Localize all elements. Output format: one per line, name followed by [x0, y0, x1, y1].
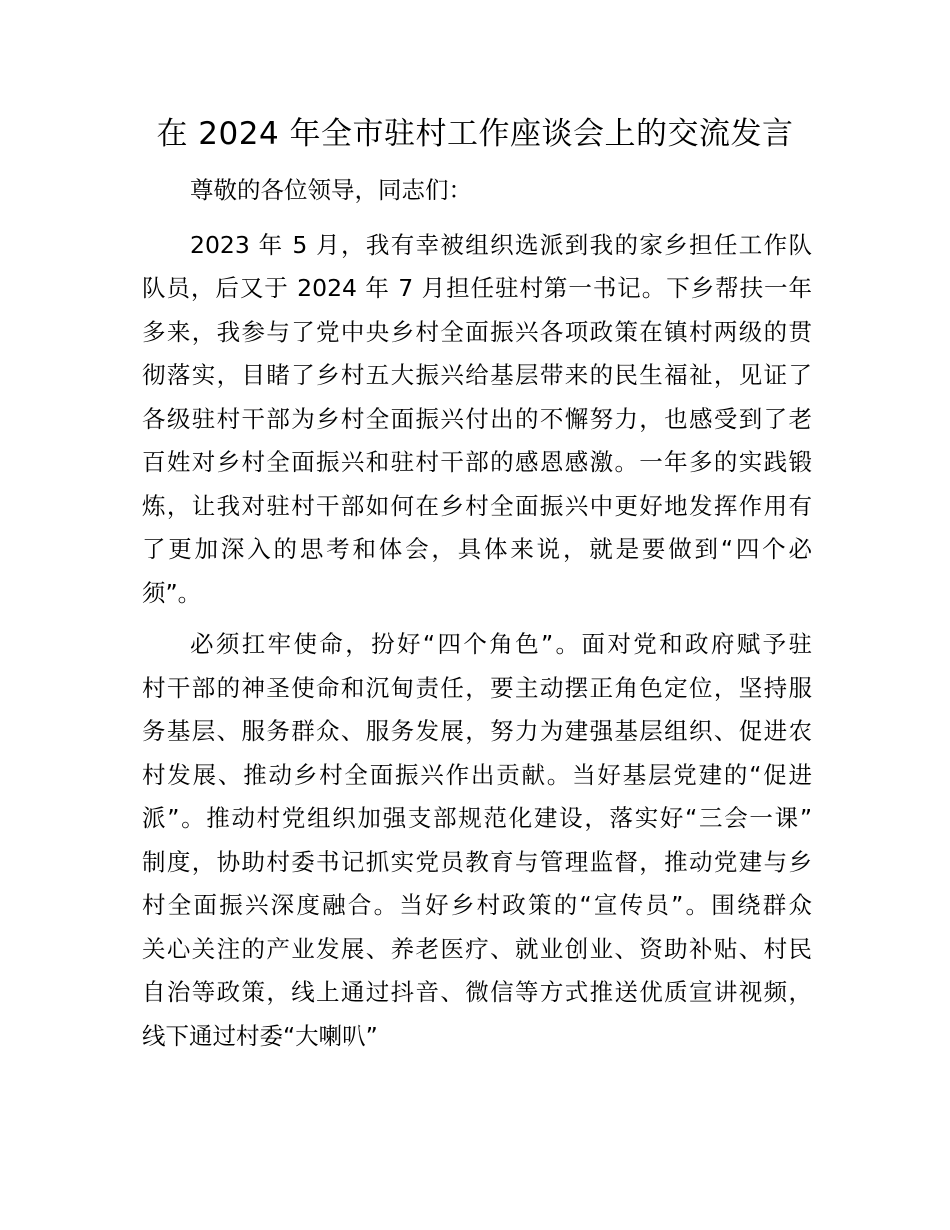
document-title: 在 2024 年全市驻村工作座谈会上的交流发言 — [156, 116, 794, 152]
paragraph-1-line-3: 多来，我参与了党中央乡村全面振兴各项政策在镇村两级的贯 — [142, 318, 812, 346]
paragraph-2-line-2: 村干部的神圣使命和沉甸责任，要主动摆正角色定位，坚持服 — [142, 674, 812, 702]
paragraph-1-line-4: 彻落实，目睹了乡村五大振兴给基层带来的民生福祉，见证了 — [142, 361, 812, 389]
paragraph-2-line-6: 制度，协助村委书记抓实党员教育与管理监督，推动党建与乡 — [142, 848, 812, 876]
paragraph-2-line-4: 村发展、推动乡村全面振兴作出贡献。当好基层党建的“促进 — [142, 761, 812, 789]
paragraph-1-line-2: 队员，后又于 2024 年 7 月担任驻村第一书记。下乡帮扶一年 — [142, 274, 812, 302]
paragraph-2-line-5: 派”。推动村党组织加强支部规范化建设，落实好“三会一课” — [142, 804, 812, 832]
paragraph-1-line-8: 了更加深入的思考和体会，具体来说，就是要做到“四个必 — [142, 535, 812, 563]
paragraph-1-line-7: 炼，让我对驻村干部如何在乡村全面振兴中更好地发挥作用有 — [142, 492, 812, 520]
paragraph-2-line-1: 必须扛牢使命，扮好“四个角色”。面对党和政府赋予驻 — [190, 630, 812, 658]
salutation: 尊敬的各位领导，同志们： — [190, 176, 472, 204]
paragraph-1-line-6: 百姓对乡村全面振兴和驻村干部的感恩感激。一年多的实践锻 — [142, 448, 812, 476]
paragraph-2-line-10: 线下通过村委“大喇叭” — [142, 1022, 378, 1050]
paragraph-1-line-9: 须”。 — [142, 579, 202, 607]
paragraph-2-line-7: 村全面振兴深度融合。当好乡村政策的“宣传员”。围绕群众 — [142, 891, 812, 919]
paragraph-2-line-3: 务基层、服务群众、服务发展，努力为建强基层组织、促进农 — [142, 717, 812, 745]
paragraph-1-line-5: 各级驻村干部为乡村全面振兴付出的不懈努力，也感受到了老 — [142, 405, 812, 433]
paragraph-2-line-8: 关心关注的产业发展、养老医疗、就业创业、资助补贴、村民 — [142, 935, 812, 963]
paragraph-1-line-1: 2023 年 5 月，我有幸被组织选派到我的家乡担任工作队 — [190, 231, 812, 259]
paragraph-2-line-9: 自治等政策，线上通过抖音、微信等方式推送优质宣讲视频， — [142, 978, 812, 1006]
